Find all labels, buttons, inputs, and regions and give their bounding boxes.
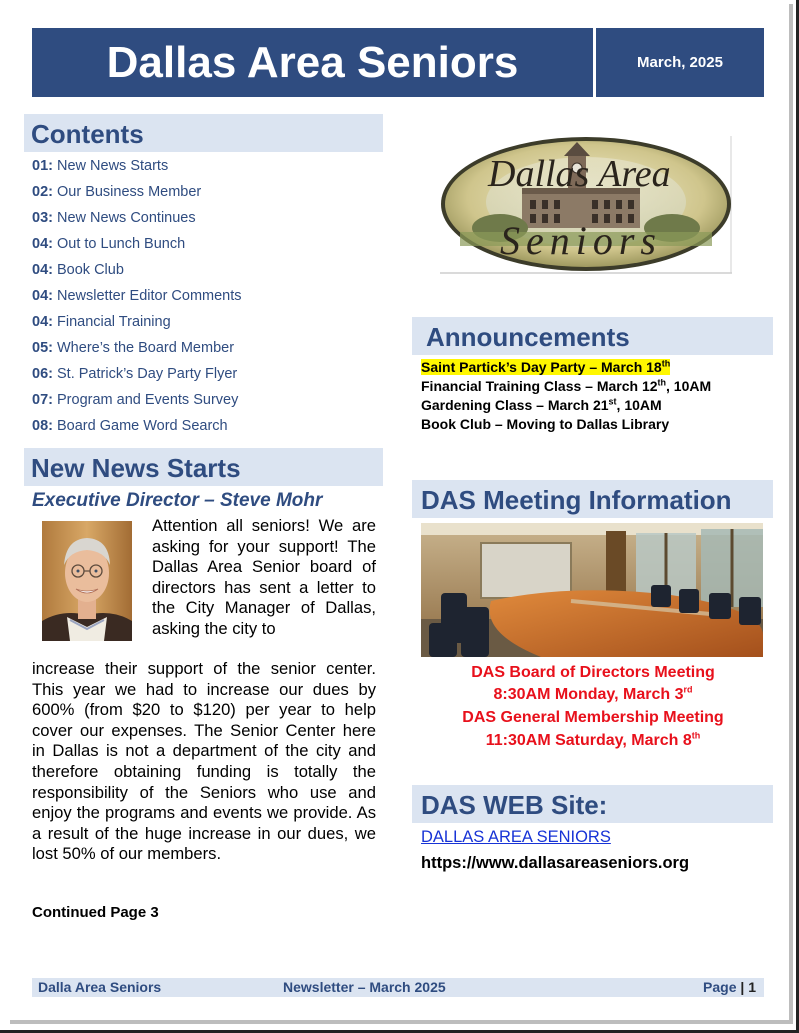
toc-item[interactable]: 06: St. Patrick’s Day Party Flyer (32, 366, 238, 382)
toc-item[interactable]: 03: New News Continues (32, 210, 196, 226)
footer-page: Page | 1 (703, 979, 756, 995)
footer-issue: Newsletter – March 2025 (283, 979, 446, 995)
web-heading: DAS WEB Site: (412, 785, 773, 823)
announcement-item: Financial Training Class – March 12th, 10AM (421, 377, 712, 394)
toc-item[interactable]: 04: Out to Lunch Bunch (32, 236, 186, 252)
announcements-heading: Announcements (412, 317, 773, 355)
meeting-line: 11:30AM Saturday, March 8th (485, 730, 701, 749)
logo-text-bottom: Seniors (500, 218, 662, 263)
toc-item[interactable]: 01: New News Starts (32, 158, 169, 174)
website-url: https://www.dallasareaseniors.org (421, 854, 690, 872)
meeting-room-photo (421, 523, 763, 657)
newsletter-title: Dallas Area Seniors (106, 38, 519, 87)
toc-item[interactable]: 07: Program and Events Survey (32, 392, 239, 408)
news-heading: New News Starts (24, 448, 383, 486)
masthead (32, 28, 764, 97)
announcement-item: Gardening Class – March 21st, 10AM (421, 396, 662, 413)
das-logo (440, 136, 732, 274)
article-byline: Executive Director – Steve Mohr (32, 490, 323, 511)
toc-item[interactable]: 04: Newsletter Editor Comments (32, 288, 242, 304)
toc-item[interactable]: 04: Financial Training (32, 314, 171, 330)
logo-text-top: Dallas Area (488, 153, 671, 195)
announcement-item: Saint Partick’s Day Party – March 18th (421, 358, 671, 375)
meeting-heading: DAS Meeting Information (412, 480, 773, 518)
toc-item[interactable]: 04: Book Club (32, 262, 124, 278)
meeting-line: DAS General Membership Meeting (462, 709, 724, 726)
website-link[interactable]: DALLAS AREA SENIORS (421, 828, 611, 846)
continued-note: Continued Page 3 (32, 904, 159, 921)
contents-heading: Contents (24, 114, 383, 152)
page-footer (32, 978, 764, 997)
footer-org: Dalla Area Seniors (38, 979, 162, 995)
toc-item[interactable]: 05: Where’s the Board Member (32, 340, 235, 356)
table-of-contents (32, 154, 372, 440)
toc-item[interactable]: 08: Board Game Word Search (32, 418, 228, 434)
issue-date: March, 2025 (637, 54, 723, 71)
announcement-item: Book Club – Moving to Dallas Library (421, 416, 670, 432)
meeting-line: 8:30AM Monday, March 3rd (493, 684, 693, 703)
meeting-line: DAS Board of Directors Meeting (471, 664, 715, 681)
article-text-bottom: increase their support of the senior center. This year we had to increase our dues by 600% (from $20 to $120) per year to help cover our expenses. The Senior Center here in Dallas is not a department of the city and therefore obtaining funding is totally the responsibility of the Seniors who use and enjoy the programs and events we provide. As a result of the huge increase in our dues, we lost 50% of our members. (32, 659, 376, 864)
article-text-top: Attention all seniors! We are asking for your support! The Dallas Area Senior board of directors has sent a letter to the City Manager of Dallas, asking the city to (152, 516, 376, 638)
toc-item[interactable]: 02: Our Business Member (32, 184, 202, 200)
director-photo (42, 521, 132, 641)
